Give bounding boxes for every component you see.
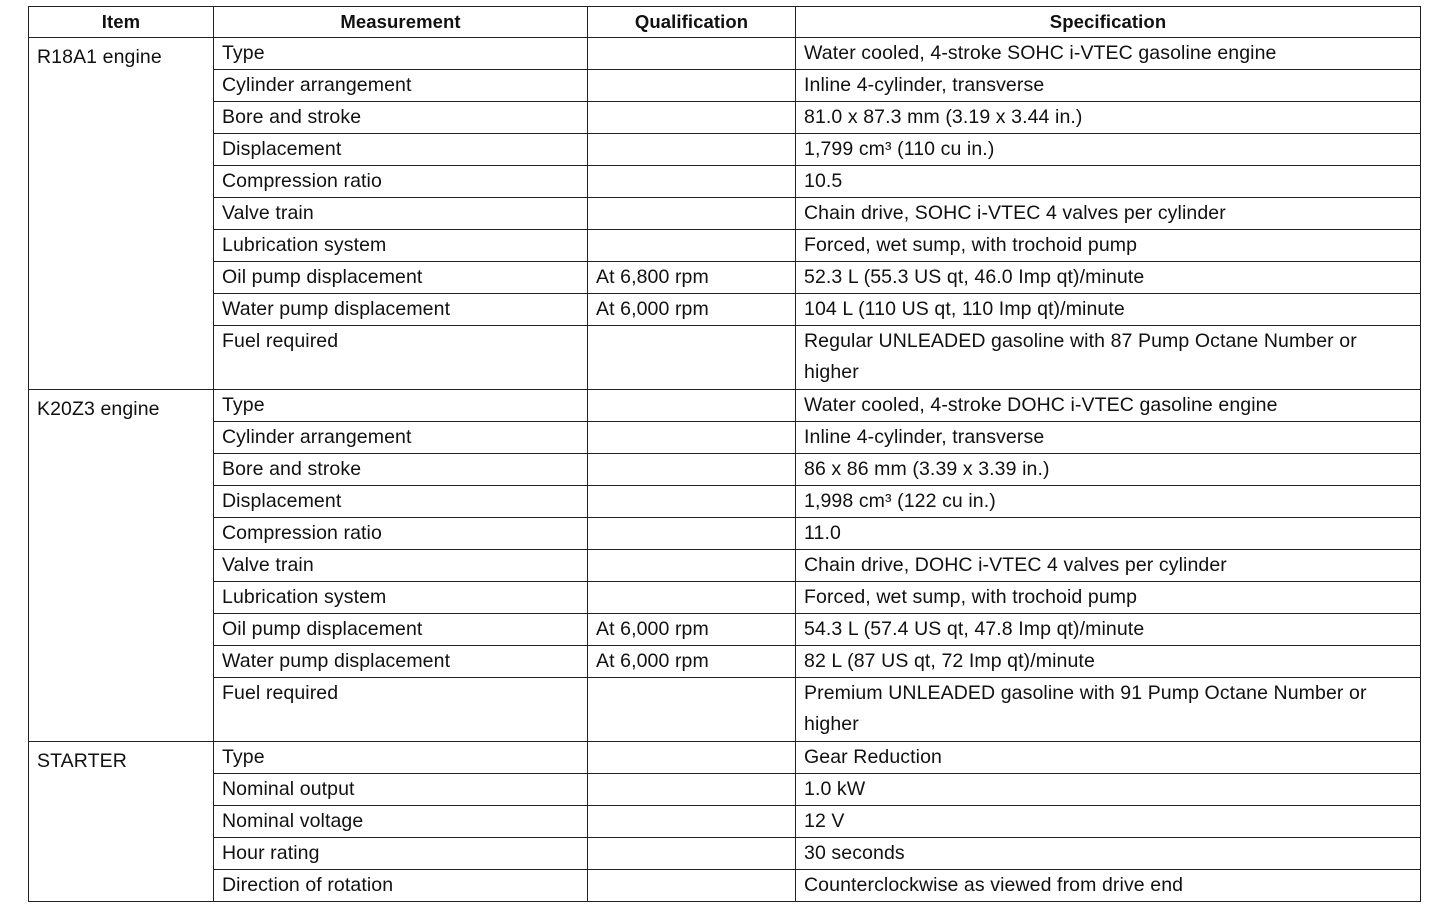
table-row (29, 454, 1421, 486)
specification-cell: 1,998 cm³ (122 cu in.) (796, 486, 1421, 518)
header-qualification: Qualification (588, 7, 796, 38)
qualification-cell (588, 454, 796, 486)
measurement-cell: Type (214, 742, 588, 774)
specification-cell: 10.5 (796, 166, 1421, 198)
measurement-cell: Compression ratio (214, 518, 588, 550)
specification-cell: Water cooled, 4-stroke SOHC i-VTEC gasoline engine (796, 38, 1421, 70)
specification-cell: Forced, wet sump, with trochoid pump (796, 230, 1421, 262)
table-row (29, 646, 1421, 678)
qualification-cell (588, 422, 796, 454)
qualification-cell (588, 390, 796, 422)
table-row (29, 518, 1421, 550)
table-row (29, 806, 1421, 838)
specification-cell: 86 x 86 mm (3.39 x 3.39 in.) (796, 454, 1421, 486)
qualification-cell (588, 550, 796, 582)
table-row (29, 262, 1421, 294)
table-row (29, 614, 1421, 646)
item-cell: STARTER (29, 742, 214, 902)
specification-cell: Water cooled, 4-stroke DOHC i-VTEC gasoline engine (796, 390, 1421, 422)
qualification-cell (588, 518, 796, 550)
qualification-cell (588, 230, 796, 262)
qualification-cell (588, 166, 796, 198)
table-row (29, 582, 1421, 614)
specification-cell: 81.0 x 87.3 mm (3.19 x 3.44 in.) (796, 102, 1421, 134)
qualification-cell (588, 134, 796, 166)
qualification-cell (588, 582, 796, 614)
table-row (29, 38, 1421, 70)
item-cell: R18A1 engine (29, 38, 214, 390)
qualification-cell (588, 70, 796, 102)
specification-cell: 1,799 cm³ (110 cu in.) (796, 134, 1421, 166)
qualification-cell (588, 486, 796, 518)
table-row (29, 70, 1421, 102)
specification-cell: 104 L (110 US qt, 110 Imp qt)/minute (796, 294, 1421, 326)
table-row (29, 326, 1421, 390)
specification-cell: 11.0 (796, 518, 1421, 550)
measurement-cell: Cylinder arrangement (214, 70, 588, 102)
measurement-cell: Nominal voltage (214, 806, 588, 838)
measurement-cell: Direction of rotation (214, 870, 588, 902)
specification-cell: Chain drive, SOHC i-VTEC 4 valves per cylinder (796, 198, 1421, 230)
specification-cell: Inline 4-cylinder, transverse (796, 70, 1421, 102)
specification-cell: Forced, wet sump, with trochoid pump (796, 582, 1421, 614)
measurement-cell: Cylinder arrangement (214, 422, 588, 454)
qualification-cell (588, 326, 796, 390)
header-measurement: Measurement (214, 7, 588, 38)
specification-cell: 12 V (796, 806, 1421, 838)
table-row (29, 742, 1421, 774)
measurement-cell: Valve train (214, 198, 588, 230)
measurement-cell: Oil pump displacement (214, 614, 588, 646)
qualification-cell (588, 102, 796, 134)
specification-cell: 54.3 L (57.4 US qt, 47.8 Imp qt)/minute (796, 614, 1421, 646)
specification-cell: Regular UNLEADED gasoline with 87 Pump Octane Number or higher (796, 326, 1421, 390)
specification-cell: 52.3 L (55.3 US qt, 46.0 Imp qt)/minute (796, 262, 1421, 294)
table-row (29, 678, 1421, 742)
measurement-cell: Type (214, 38, 588, 70)
qualification-cell: At 6,000 rpm (588, 614, 796, 646)
table-row (29, 294, 1421, 326)
measurement-cell: Compression ratio (214, 166, 588, 198)
qualification-cell (588, 870, 796, 902)
qualification-cell (588, 198, 796, 230)
table-row (29, 102, 1421, 134)
measurement-cell: Bore and stroke (214, 454, 588, 486)
qualification-cell (588, 678, 796, 742)
table-row (29, 166, 1421, 198)
table-body (29, 38, 1421, 902)
measurement-cell: Bore and stroke (214, 102, 588, 134)
qualification-cell: At 6,800 rpm (588, 262, 796, 294)
table-row (29, 422, 1421, 454)
table-row (29, 838, 1421, 870)
table-row (29, 486, 1421, 518)
table-row (29, 198, 1421, 230)
table-row (29, 870, 1421, 902)
qualification-cell (588, 774, 796, 806)
qualification-cell: At 6,000 rpm (588, 646, 796, 678)
measurement-cell: Nominal output (214, 774, 588, 806)
measurement-cell: Water pump displacement (214, 646, 588, 678)
table-row (29, 390, 1421, 422)
table-row (29, 550, 1421, 582)
qualification-cell (588, 806, 796, 838)
measurement-cell: Type (214, 390, 588, 422)
spec-table (28, 6, 1421, 902)
specification-cell: 1.0 kW (796, 774, 1421, 806)
header-item: Item (29, 7, 214, 38)
item-cell: K20Z3 engine (29, 390, 214, 742)
measurement-cell: Fuel required (214, 678, 588, 742)
specification-cell: Premium UNLEADED gasoline with 91 Pump Octane Number or higher (796, 678, 1421, 742)
measurement-cell: Fuel required (214, 326, 588, 390)
table-row (29, 134, 1421, 166)
measurement-cell: Oil pump displacement (214, 262, 588, 294)
table-row (29, 774, 1421, 806)
specification-cell: Inline 4-cylinder, transverse (796, 422, 1421, 454)
specification-cell: Chain drive, DOHC i-VTEC 4 valves per cylinder (796, 550, 1421, 582)
measurement-cell: Valve train (214, 550, 588, 582)
measurement-cell: Lubrication system (214, 582, 588, 614)
measurement-cell: Displacement (214, 134, 588, 166)
measurement-cell: Displacement (214, 486, 588, 518)
specification-cell: 82 L (87 US qt, 72 Imp qt)/minute (796, 646, 1421, 678)
specification-cell: 30 seconds (796, 838, 1421, 870)
measurement-cell: Water pump displacement (214, 294, 588, 326)
header-row (29, 7, 1421, 38)
qualification-cell (588, 38, 796, 70)
header-specification: Specification (796, 7, 1421, 38)
specification-cell: Counterclockwise as viewed from drive end (796, 870, 1421, 902)
measurement-cell: Lubrication system (214, 230, 588, 262)
table-row (29, 230, 1421, 262)
measurement-cell: Hour rating (214, 838, 588, 870)
specification-cell: Gear Reduction (796, 742, 1421, 774)
qualification-cell (588, 742, 796, 774)
qualification-cell (588, 838, 796, 870)
qualification-cell: At 6,000 rpm (588, 294, 796, 326)
